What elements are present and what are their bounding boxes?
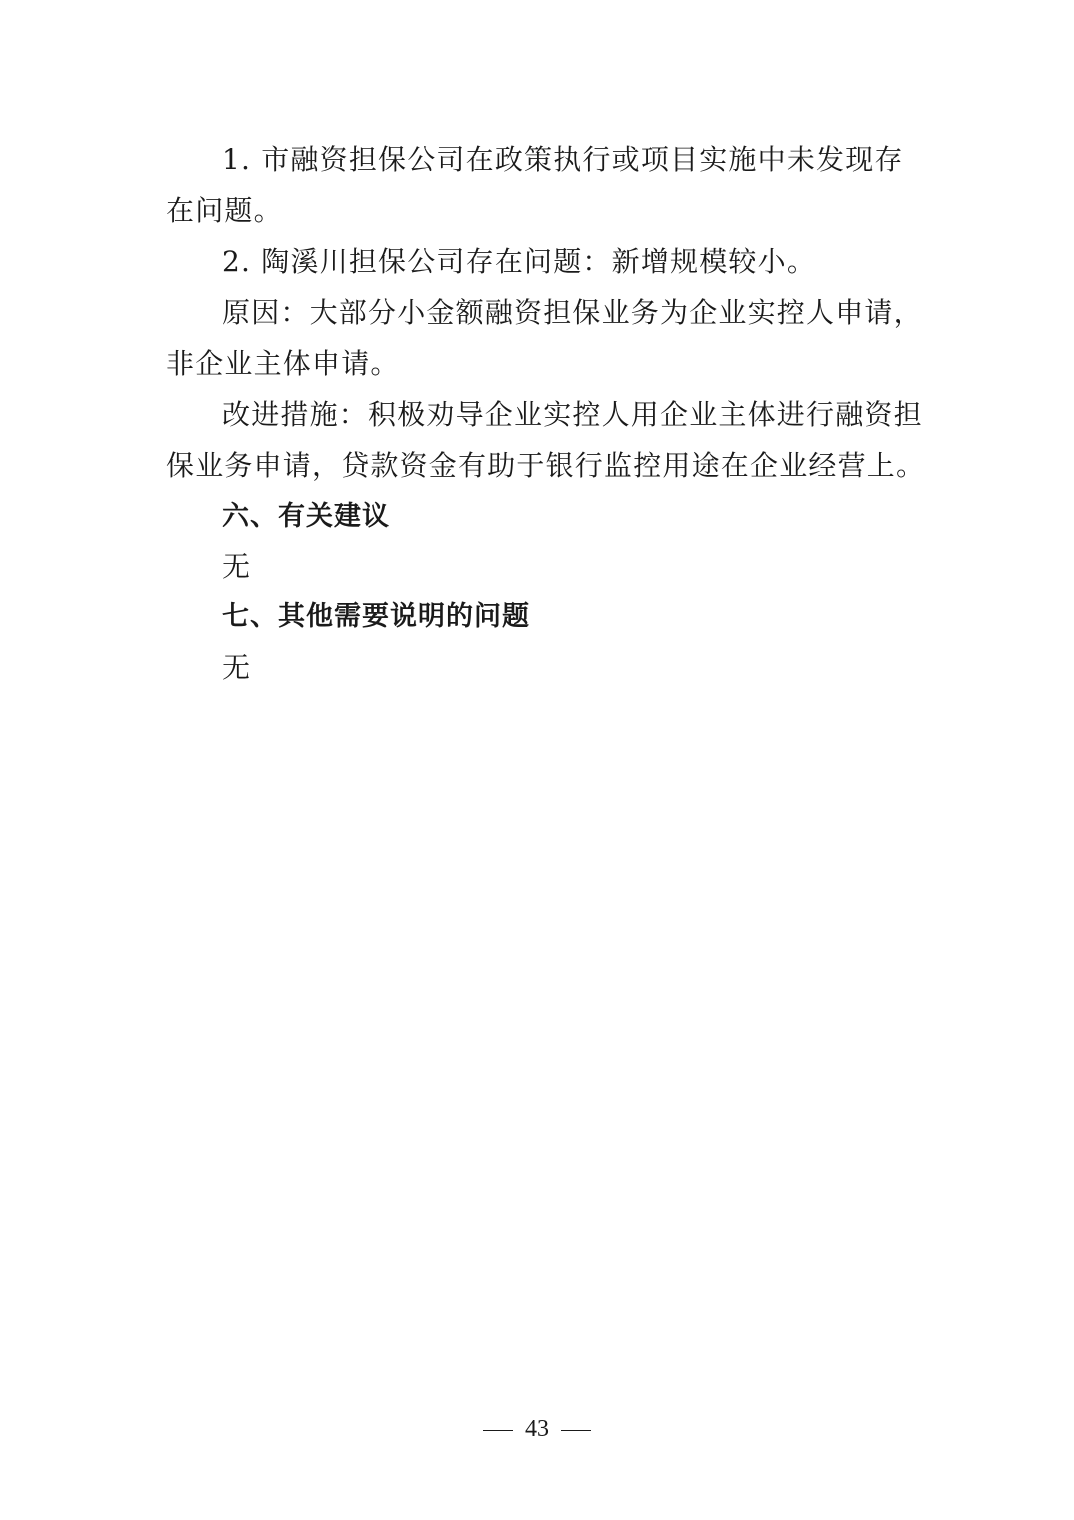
left-dash xyxy=(483,1430,513,1432)
section-7-heading: 七、其他需要说明的问题 xyxy=(222,601,530,632)
paragraph-3-line-1: 原因：大部分小金额融资担保业务为企业实控人申请， xyxy=(222,296,923,329)
paragraph-1-line-1: 1. 市融资担保公司在政策执行或项目实施中未发现存 xyxy=(222,143,904,176)
section-7-text: 无 xyxy=(222,651,252,684)
paragraph-1-line-2: 在问题。 xyxy=(166,194,283,227)
paragraph-4-line-1: 改进措施：积极劝导企业实控人用企业主体进行融资担 xyxy=(222,398,923,431)
page-number: 43 xyxy=(525,1416,549,1442)
paragraph-4-line-2: 保业务申请，贷款资金有助于银行监控用途在企业经营上。 xyxy=(166,449,926,482)
section-6-text: 无 xyxy=(222,550,252,583)
right-dash xyxy=(561,1430,591,1432)
section-6-heading: 六、有关建议 xyxy=(222,501,390,532)
page-footer xyxy=(0,1414,1074,1444)
paragraph-3-line-2: 非企业主体申请。 xyxy=(166,347,400,380)
paragraph-2-line-1: 2. 陶溪川担保公司存在问题：新增规模较小。 xyxy=(222,245,817,278)
